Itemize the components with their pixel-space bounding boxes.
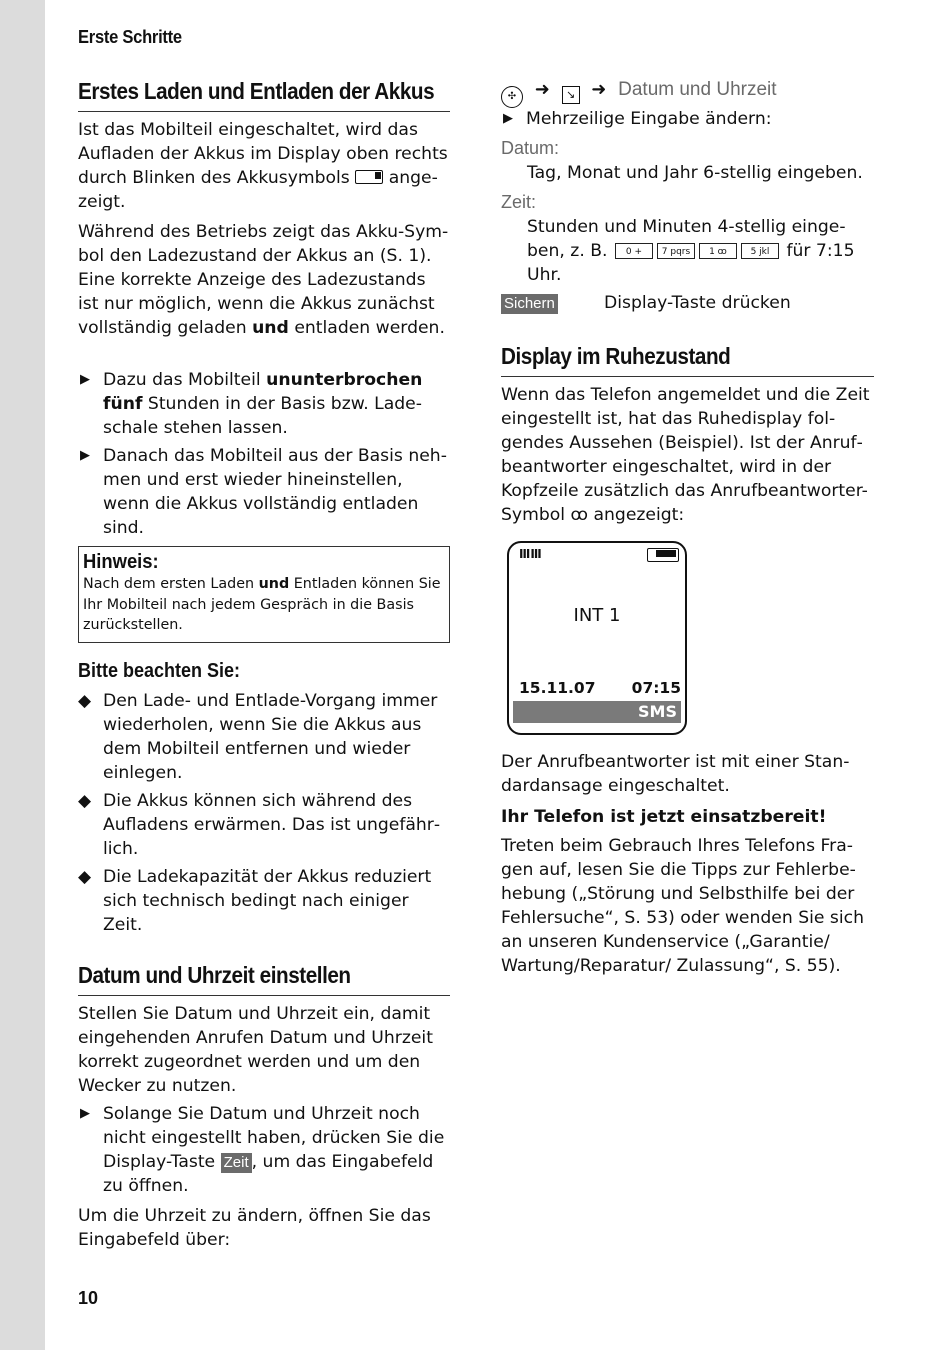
key-5-icon: 5 jkl [741,243,779,259]
signal-strength-icon: ⅢⅢ [519,547,542,561]
section-title-date-time: Datum und Uhrzeit einstellen [78,962,450,996]
page-margin-strip [0,0,45,1350]
settings-menu-icon: ↘ [562,86,580,104]
section-title-charging: Erstes Laden und Entladen der Akkus [78,78,450,112]
arrow-right-icon: ➜ [534,79,550,100]
paragraph-troubleshooting: Treten beim Gebrauch Ihres Telefons Fragen auf, lesen Sie die Tipps zur Fehlerbehebung („Störung und Selbsthilfe bei der Fehlersuche“, S. 53) oder wenden Sie sich an unseren Kundenservice („Garantie/ Wartung/Reparatur/ Zulassung“, S. 55). [501,836,864,976]
list-item: ▶ Solange Sie Datum und Uhrzeit noch nicht eingestellt haben, drücken Sie die Display-Taste Zeit , um das Eingabefeld zu öffnen. [80,1104,445,1196]
paragraph-idle-display: Wenn das Telefon angemeldet und die Zeit eingestellt ist, hat das Ruhedisplay folgendes Aussehen (Beispiel). Ist der Anrufbeantworter eingeschaltet, wird in der Kopfzeile zusätzlich das Anrufbeantworter-Symbol ꝏ angezeigt: [501,385,870,525]
list-item: ◆ Den Lade- und Entlade-Vorgang immer wiederholen, wenn Sie die Akkus aus dem Mobilteil entfernen und wieder einlegen. [78,691,438,783]
diamond-bullet-icon: ◆ [78,791,92,811]
triangle-bullet-icon: ▶ [80,448,90,463]
display-date: 15.11.07 [519,679,596,697]
nav-key-icon: ✣ [501,86,523,108]
zeit-label: Zeit: [501,192,537,212]
list-item: ▶ Mehrzeilige Eingabe ändern: [503,109,772,129]
answering-machine-icon: ꝏ [570,505,589,525]
menu-navigation [501,79,777,108]
hint-box [78,546,450,643]
softkey-sichern: Sichern [501,294,558,314]
list-item: ◆ Die Akkus können sich während des Aufladens erwärmen. Das ist ungefährlich. [78,791,441,859]
idle-display-illustration [507,541,687,735]
diamond-bullet-icon: ◆ [78,691,92,711]
note-title: Bitte beachten Sie: [78,660,241,682]
paragraph-charging-intro: Ist das Mobilteil eingeschaltet, wird das Aufladen der Akkus im Display oben rechts durch Blinken des Akkusymbols angezeigt. [78,120,448,212]
paragraph-date-intro: Stellen Sie Datum und Uhrzeit ein, damit eingehenden Anrufen Datum und Uhrzeit korrekt zugeordnet werden und um den Wecker zu nutzen. [78,1004,433,1096]
key-1-icon: 1 ꝏ [699,243,737,259]
page-number: 10 [78,1288,99,1308]
list-item: ▶ Danach das Mobilteil aus der Basis nehmen und erst wieder hineinstellen, wenn die Akkus vollständig entladen sind. [80,446,447,538]
triangle-bullet-icon: ▶ [503,111,513,126]
list-item: ▶ Dazu das Mobilteil ununterbrochen fünf Stunden in der Basis bzw. Ladeschale stehen lassen. [80,370,423,438]
list-item: ◆ Die Ladekapazität der Akkus reduziert sich technisch bedingt nach einiger Zeit. [78,867,432,935]
hint-text: Nach dem ersten Laden und Entladen können Sie Ihr Mobilteil nach jedem Gespräch in die Basis zurückstellen. [83,576,441,633]
paragraph-open-field: Um die Uhrzeit zu ändern, öffnen Sie das Eingabefeld über: [78,1206,431,1250]
handset-name: INT 1 [573,605,621,626]
datum-label: Datum: [501,138,560,158]
softkey-zeit: Zeit [221,1153,252,1173]
key-7-icon: 7 pqrs [657,243,695,259]
save-text: Display-Taste drücken [604,293,791,313]
battery-icon [355,170,383,184]
display-softkey-sms: SMS [513,701,681,723]
datum-text: Tag, Monat und Jahr 6-stellig eingeben. [527,163,863,183]
hint-title: Hinweis: [83,551,159,573]
zeit-text: Stunden und Minuten 4-stellig eingeben, z. B. 0 + 7 pqrs 1 ꝏ 5 jkl für 7:15 Uhr. [527,217,855,285]
triangle-bullet-icon: ▶ [80,1106,90,1121]
display-time: 07:15 [631,679,681,697]
triangle-bullet-icon: ▶ [80,372,90,387]
paragraph-charge-state: Während des Betriebs zeigt das Akku-Symbol den Ladezustand der Akkus an (S. 1). Eine korrekte Anzeige des Ladezustands ist nur möglich, wenn die Akkus zunächst vollständig geladen und entladen werden. [78,222,449,338]
arrow-right-icon: ➜ [591,79,607,100]
menu-path: Datum und Uhrzeit [618,79,777,100]
save-row [501,293,791,314]
running-head: Erste Schritte [78,27,182,47]
battery-icon [647,548,679,562]
ready-statement: Ihr Telefon ist jetzt einsatzbereit! [501,807,827,827]
paragraph-answering-machine: Der Anrufbeantworter ist mit einer Standardansage eingeschaltet. [501,752,850,796]
diamond-bullet-icon: ◆ [78,867,92,887]
key-0-icon: 0 + [615,243,653,259]
section-title-idle-display: Display im Ruhezustand [501,343,874,377]
